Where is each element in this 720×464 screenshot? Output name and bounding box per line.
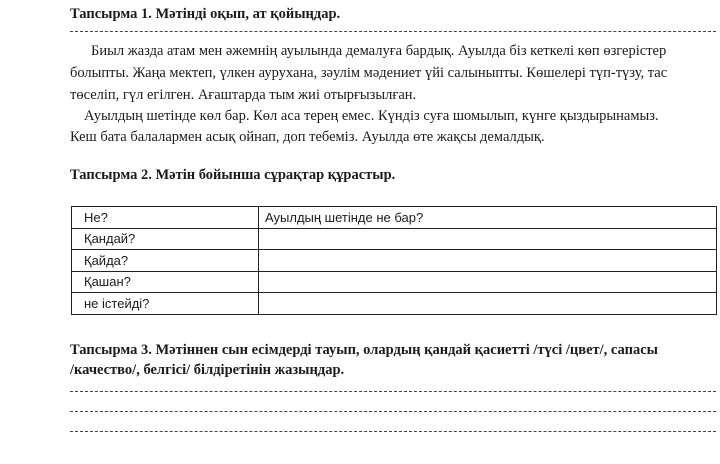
answer-line[interactable] [70, 391, 716, 392]
task3-heading-line: Тапсырма 3. Мәтіннен сын есімдерді тауып, олардың қандай қасиетті /түсі /цвет/, сапасы [70, 342, 658, 358]
answer-line[interactable] [70, 431, 716, 432]
answer-cell[interactable] [259, 293, 717, 315]
question-cell: Қандай? [72, 228, 259, 250]
answer-cell[interactable] [259, 228, 717, 250]
question-cell: Қашан? [72, 271, 259, 293]
question-cell: Қайда? [72, 250, 259, 272]
answer-line[interactable] [70, 411, 716, 412]
question-cell: не істейді? [72, 293, 259, 315]
text-line: Ауылдың шетінде көл бар. Көл аса терең емес. Күндіз суға шомылып, күнге қыздырынамыз. [84, 108, 659, 124]
answer-cell[interactable] [259, 271, 717, 293]
questions-table [71, 206, 717, 315]
table-row [72, 271, 717, 293]
text-line: Биыл жазда атам мен әжемнің ауылында демалуға бардық. Ауылда біз кеткелі көп өзгерістер [91, 43, 667, 59]
table-row [72, 250, 717, 272]
text-line: болыпты. Жаңа мектеп, үлкен аурухана, зәулім мәдениет үйі салыныпты. Көшелері түп-түзу, тас [70, 65, 668, 81]
answer-cell[interactable]: Ауылдың шетінде не бар? [259, 207, 717, 229]
table-row [72, 228, 717, 250]
task2-heading: Тапсырма 2. Мәтін бойынша сұрақтар құрастыр. [70, 167, 396, 183]
text-line: Кеш бата балалармен асық ойнап, доп тебеміз. Ауылда өте жақсы демалдық. [70, 129, 545, 145]
table-row [72, 293, 717, 315]
task3-heading-line: /качество/, белгісі/ білдіретінін жазыңдар. [70, 362, 345, 378]
question-cell: Не? [72, 207, 259, 229]
task1-divider [70, 31, 716, 32]
table-row [72, 207, 717, 229]
task1-heading: Тапсырма 1. Мәтінді оқып, ат қойыңдар. [70, 6, 341, 22]
text-line: төселіп, гүл егілген. Ағаштарда тым жиі отырғызылған. [70, 87, 417, 103]
answer-cell[interactable] [259, 250, 717, 272]
